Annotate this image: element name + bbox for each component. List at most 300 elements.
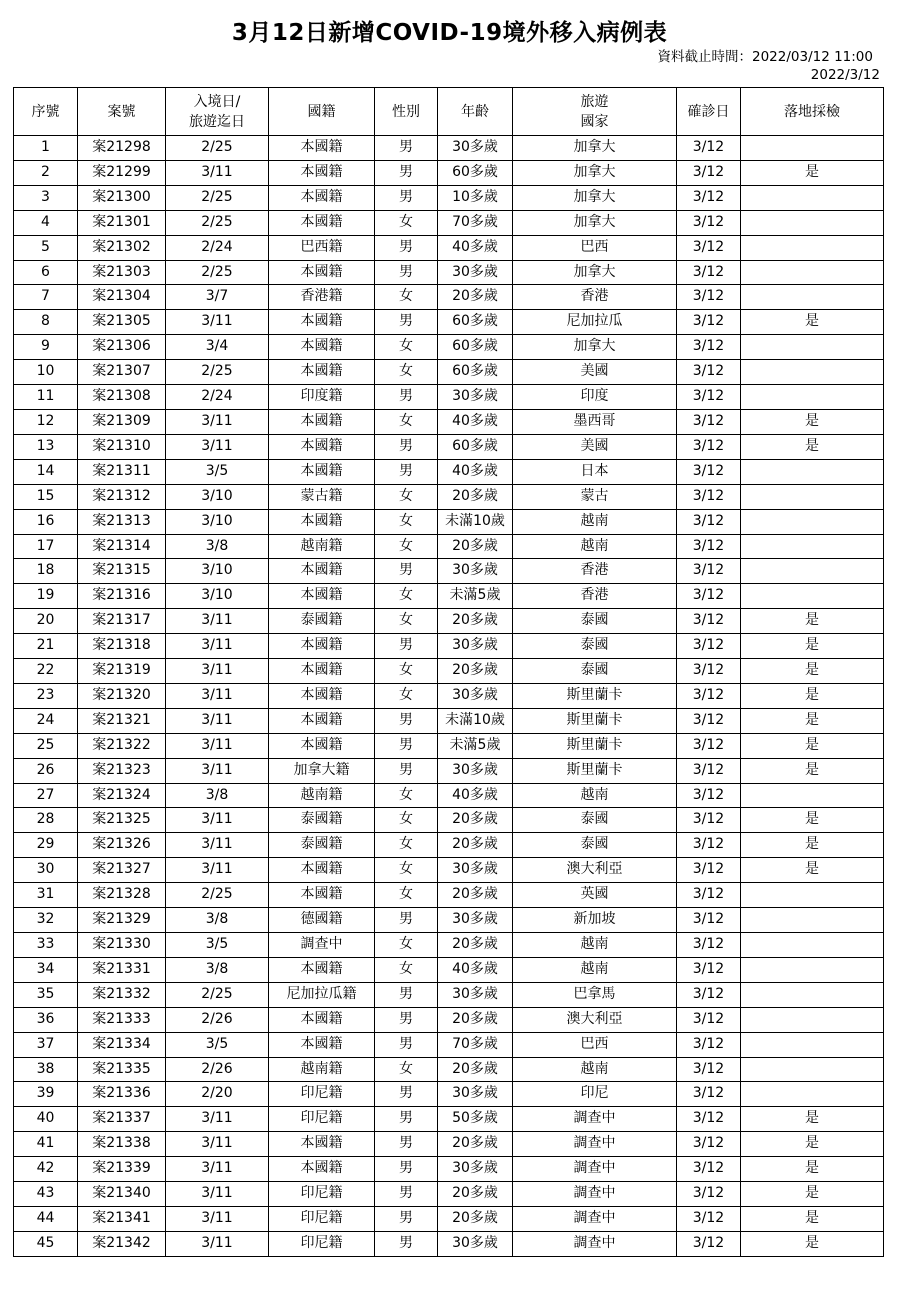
cell-travel: 調查中 [513, 1132, 677, 1157]
cell-entry: 3/10 [166, 584, 269, 609]
cell-sex: 男 [375, 160, 438, 185]
cell-sex: 男 [375, 1082, 438, 1107]
cell-age: 70多歲 [438, 1032, 513, 1057]
cell-entry: 3/10 [166, 484, 269, 509]
cell-travel: 香港 [513, 559, 677, 584]
cell-airport_test: 是 [741, 758, 884, 783]
cell-sex: 男 [375, 758, 438, 783]
cell-no: 14 [14, 459, 78, 484]
cell-travel: 巴西 [513, 235, 677, 260]
cell-airport_test [741, 559, 884, 584]
cell-confirm: 3/12 [677, 1157, 741, 1182]
table-row [14, 459, 884, 484]
cell-travel: 加拿大 [513, 160, 677, 185]
cell-confirm: 3/12 [677, 957, 741, 982]
column-header-line: 確診日 [687, 103, 730, 120]
cell-sex: 男 [375, 1231, 438, 1256]
cell-confirm: 3/12 [677, 434, 741, 459]
cell-age: 30多歲 [438, 136, 513, 161]
cell-sex: 男 [375, 185, 438, 210]
cell-airport_test: 是 [741, 1182, 884, 1207]
table-row [14, 982, 884, 1007]
cell-entry: 3/11 [166, 733, 269, 758]
cell-sex: 女 [375, 534, 438, 559]
cell-age: 30多歲 [438, 1231, 513, 1256]
cell-travel: 巴西 [513, 1032, 677, 1057]
cell-age: 30多歲 [438, 982, 513, 1007]
cell-airport_test [741, 335, 884, 360]
table-row [14, 808, 884, 833]
column-header-line: 入境日/ [193, 93, 241, 110]
cell-no: 17 [14, 534, 78, 559]
cell-travel: 泰國 [513, 609, 677, 634]
cell-age: 20多歲 [438, 933, 513, 958]
cell-confirm: 3/12 [677, 1231, 741, 1256]
cell-nationality: 本國籍 [269, 708, 375, 733]
cell-confirm: 3/12 [677, 808, 741, 833]
cell-age: 40多歲 [438, 409, 513, 434]
table-row [14, 1032, 884, 1057]
table-row [14, 1057, 884, 1082]
cell-no: 10 [14, 360, 78, 385]
cell-sex: 男 [375, 385, 438, 410]
cell-entry: 3/11 [166, 310, 269, 335]
cell-age: 60多歲 [438, 335, 513, 360]
cell-case: 案21317 [78, 609, 166, 634]
cell-travel: 越南 [513, 1057, 677, 1082]
cell-age: 60多歲 [438, 310, 513, 335]
cell-entry: 3/8 [166, 783, 269, 808]
cell-age: 30多歲 [438, 559, 513, 584]
cell-confirm: 3/12 [677, 160, 741, 185]
cell-confirm: 3/12 [677, 310, 741, 335]
cell-confirm: 3/12 [677, 758, 741, 783]
cell-age: 60多歲 [438, 434, 513, 459]
cell-age: 30多歲 [438, 1157, 513, 1182]
table-row [14, 733, 884, 758]
cell-travel: 調查中 [513, 1206, 677, 1231]
cell-case: 案21319 [78, 659, 166, 684]
cell-nationality: 本國籍 [269, 1157, 375, 1182]
table-row [14, 858, 884, 883]
cell-travel: 越南 [513, 933, 677, 958]
cell-airport_test: 是 [741, 1132, 884, 1157]
cell-entry: 3/11 [166, 708, 269, 733]
cell-sex: 男 [375, 559, 438, 584]
cell-travel: 泰國 [513, 634, 677, 659]
cell-airport_test [741, 210, 884, 235]
cell-no: 1 [14, 136, 78, 161]
cell-travel: 泰國 [513, 833, 677, 858]
cell-airport_test: 是 [741, 659, 884, 684]
cell-sex: 女 [375, 285, 438, 310]
cell-no: 25 [14, 733, 78, 758]
cell-no: 13 [14, 434, 78, 459]
cell-no: 31 [14, 883, 78, 908]
cell-travel: 泰國 [513, 659, 677, 684]
cell-travel: 斯里蘭卡 [513, 758, 677, 783]
cell-travel: 調查中 [513, 1182, 677, 1207]
cell-case: 案21337 [78, 1107, 166, 1132]
cell-nationality: 越南籍 [269, 534, 375, 559]
cell-airport_test: 是 [741, 609, 884, 634]
cell-travel: 日本 [513, 459, 677, 484]
cell-confirm: 3/12 [677, 733, 741, 758]
cell-travel: 越南 [513, 534, 677, 559]
cell-no: 9 [14, 335, 78, 360]
cell-case: 案21328 [78, 883, 166, 908]
cell-nationality: 本國籍 [269, 459, 375, 484]
cell-nationality: 泰國籍 [269, 609, 375, 634]
cell-travel: 巴拿馬 [513, 982, 677, 1007]
table-row [14, 335, 884, 360]
cell-nationality: 本國籍 [269, 634, 375, 659]
column-header-line: 序號 [31, 103, 60, 120]
cell-travel: 斯里蘭卡 [513, 708, 677, 733]
cell-confirm: 3/12 [677, 833, 741, 858]
cell-case: 案21323 [78, 758, 166, 783]
cell-case: 案21324 [78, 783, 166, 808]
cell-case: 案21326 [78, 833, 166, 858]
cell-sex: 女 [375, 883, 438, 908]
cell-age: 30多歲 [438, 385, 513, 410]
cell-age: 40多歲 [438, 957, 513, 982]
cell-travel: 墨西哥 [513, 409, 677, 434]
cell-nationality: 泰國籍 [269, 833, 375, 858]
cell-age: 20多歲 [438, 534, 513, 559]
table-row [14, 185, 884, 210]
cell-airport_test: 是 [741, 1157, 884, 1182]
cell-travel: 加拿大 [513, 260, 677, 285]
cell-entry: 2/24 [166, 235, 269, 260]
cell-no: 4 [14, 210, 78, 235]
cell-no: 28 [14, 808, 78, 833]
cell-sex: 女 [375, 783, 438, 808]
cell-sex: 男 [375, 634, 438, 659]
cell-travel: 越南 [513, 957, 677, 982]
cell-no: 30 [14, 858, 78, 883]
cell-no: 27 [14, 783, 78, 808]
cell-entry: 2/25 [166, 210, 269, 235]
table-body [14, 136, 884, 1257]
cell-entry: 3/11 [166, 1107, 269, 1132]
cell-confirm: 3/12 [677, 509, 741, 534]
cell-nationality: 尼加拉瓜籍 [269, 982, 375, 1007]
cell-case: 案21336 [78, 1082, 166, 1107]
table-row [14, 908, 884, 933]
cell-entry: 3/11 [166, 634, 269, 659]
cell-age: 20多歲 [438, 659, 513, 684]
table-row [14, 609, 884, 634]
table-row [14, 783, 884, 808]
table-row [14, 285, 884, 310]
table-row [14, 1082, 884, 1107]
cell-confirm: 3/12 [677, 335, 741, 360]
column-header-line: 國籍 [307, 103, 336, 120]
cell-age: 20多歲 [438, 883, 513, 908]
cell-nationality: 巴西籍 [269, 235, 375, 260]
cell-case: 案21306 [78, 335, 166, 360]
cell-entry: 3/11 [166, 833, 269, 858]
cell-sex: 男 [375, 1206, 438, 1231]
cell-age: 70多歲 [438, 210, 513, 235]
cell-travel: 香港 [513, 285, 677, 310]
table-row [14, 1231, 884, 1256]
cell-airport_test: 是 [741, 683, 884, 708]
cell-confirm: 3/12 [677, 1132, 741, 1157]
cell-sex: 男 [375, 235, 438, 260]
cell-nationality: 本國籍 [269, 185, 375, 210]
cell-travel: 泰國 [513, 808, 677, 833]
cell-nationality: 本國籍 [269, 683, 375, 708]
cell-age: 30多歲 [438, 758, 513, 783]
cell-airport_test [741, 1082, 884, 1107]
table-row [14, 584, 884, 609]
cell-nationality: 本國籍 [269, 1132, 375, 1157]
table-row [14, 758, 884, 783]
cell-case: 案21325 [78, 808, 166, 833]
cell-confirm: 3/12 [677, 360, 741, 385]
cell-case: 案21329 [78, 908, 166, 933]
cell-age: 20多歲 [438, 1182, 513, 1207]
cell-travel: 越南 [513, 509, 677, 534]
cell-nationality: 本國籍 [269, 360, 375, 385]
cell-nationality: 印度籍 [269, 385, 375, 410]
column-header-line: 性別 [392, 103, 420, 120]
cell-nationality: 本國籍 [269, 659, 375, 684]
cell-no: 12 [14, 409, 78, 434]
cell-travel: 調查中 [513, 1157, 677, 1182]
table-row [14, 883, 884, 908]
cell-travel: 美國 [513, 360, 677, 385]
cell-travel: 越南 [513, 783, 677, 808]
cell-confirm: 3/12 [677, 1007, 741, 1032]
cell-nationality: 本國籍 [269, 957, 375, 982]
table-row [14, 509, 884, 534]
cell-sex: 男 [375, 1007, 438, 1032]
cell-airport_test: 是 [741, 858, 884, 883]
cell-no: 32 [14, 908, 78, 933]
cell-case: 案21310 [78, 434, 166, 459]
cell-sex: 女 [375, 683, 438, 708]
cell-case: 案21308 [78, 385, 166, 410]
cell-airport_test [741, 360, 884, 385]
cell-entry: 3/5 [166, 459, 269, 484]
cell-sex: 女 [375, 409, 438, 434]
cell-nationality: 蒙古籍 [269, 484, 375, 509]
cell-confirm: 3/12 [677, 235, 741, 260]
cell-case: 案21318 [78, 634, 166, 659]
cell-sex: 男 [375, 1182, 438, 1207]
cell-case: 案21303 [78, 260, 166, 285]
cell-confirm: 3/12 [677, 1206, 741, 1231]
cell-case: 案21342 [78, 1231, 166, 1256]
cell-entry: 3/11 [166, 609, 269, 634]
cell-travel: 澳大利亞 [513, 1007, 677, 1032]
cell-confirm: 3/12 [677, 385, 741, 410]
cell-entry: 3/11 [166, 808, 269, 833]
cell-airport_test [741, 908, 884, 933]
cell-travel: 英國 [513, 883, 677, 908]
cell-airport_test: 是 [741, 708, 884, 733]
cell-no: 35 [14, 982, 78, 1007]
table-row [14, 1107, 884, 1132]
table-row [14, 385, 884, 410]
table-row [14, 634, 884, 659]
cell-travel: 斯里蘭卡 [513, 683, 677, 708]
cell-no: 26 [14, 758, 78, 783]
cell-airport_test: 是 [741, 160, 884, 185]
cell-age: 40多歲 [438, 459, 513, 484]
cell-airport_test: 是 [741, 1107, 884, 1132]
cell-age: 10多歲 [438, 185, 513, 210]
cell-age: 60多歲 [438, 160, 513, 185]
cell-no: 8 [14, 310, 78, 335]
cell-entry: 3/11 [166, 858, 269, 883]
cell-travel: 印尼 [513, 1082, 677, 1107]
cell-age: 20多歲 [438, 1206, 513, 1231]
cell-airport_test: 是 [741, 1206, 884, 1231]
cell-age: 20多歲 [438, 808, 513, 833]
table-row [14, 833, 884, 858]
cell-airport_test: 是 [741, 1231, 884, 1256]
cell-travel: 加拿大 [513, 136, 677, 161]
table-row [14, 434, 884, 459]
cell-no: 6 [14, 260, 78, 285]
cell-airport_test [741, 933, 884, 958]
cell-nationality: 本國籍 [269, 310, 375, 335]
cell-entry: 2/24 [166, 385, 269, 410]
cell-nationality: 香港籍 [269, 285, 375, 310]
cell-case: 案21340 [78, 1182, 166, 1207]
cell-nationality: 越南籍 [269, 783, 375, 808]
cell-no: 42 [14, 1157, 78, 1182]
cell-confirm: 3/12 [677, 982, 741, 1007]
cell-airport_test [741, 235, 884, 260]
cell-entry: 3/10 [166, 509, 269, 534]
cell-entry: 2/26 [166, 1057, 269, 1082]
cell-no: 18 [14, 559, 78, 584]
cell-entry: 2/25 [166, 185, 269, 210]
table-row [14, 1157, 884, 1182]
cell-entry: 2/20 [166, 1082, 269, 1107]
cell-confirm: 3/12 [677, 783, 741, 808]
column-header-line: 案號 [107, 103, 136, 120]
cell-sex: 男 [375, 434, 438, 459]
table-row [14, 1206, 884, 1231]
cell-travel: 尼加拉瓜 [513, 310, 677, 335]
cell-case: 案21315 [78, 559, 166, 584]
cell-sex: 男 [375, 982, 438, 1007]
table-row [14, 957, 884, 982]
cell-sex: 男 [375, 1157, 438, 1182]
cell-sex: 男 [375, 1132, 438, 1157]
cell-confirm: 3/12 [677, 634, 741, 659]
cell-entry: 2/25 [166, 982, 269, 1007]
cell-no: 16 [14, 509, 78, 534]
cell-airport_test [741, 883, 884, 908]
cell-travel: 澳大利亞 [513, 858, 677, 883]
cell-airport_test [741, 1007, 884, 1032]
cell-age: 未滿10歲 [438, 509, 513, 534]
column-header-nationality [269, 88, 375, 136]
cell-entry: 3/7 [166, 285, 269, 310]
cell-airport_test: 是 [741, 634, 884, 659]
cell-nationality: 本國籍 [269, 559, 375, 584]
cell-sex: 男 [375, 908, 438, 933]
cell-nationality: 印尼籍 [269, 1231, 375, 1256]
column-header-line: 國家 [580, 113, 609, 130]
cell-age: 未滿5歲 [438, 584, 513, 609]
cell-nationality: 本國籍 [269, 136, 375, 161]
cell-travel: 印度 [513, 385, 677, 410]
cell-confirm: 3/12 [677, 1082, 741, 1107]
cell-no: 7 [14, 285, 78, 310]
cell-age: 未滿10歲 [438, 708, 513, 733]
table-row [14, 683, 884, 708]
cell-case: 案21304 [78, 285, 166, 310]
cell-no: 40 [14, 1107, 78, 1132]
cell-sex: 女 [375, 808, 438, 833]
cell-entry: 3/11 [166, 758, 269, 783]
column-header-line: 旅遊迄日 [189, 113, 245, 130]
cell-case: 案21341 [78, 1206, 166, 1231]
cell-case: 案21298 [78, 136, 166, 161]
cell-airport_test: 是 [741, 434, 884, 459]
cell-case: 案21320 [78, 683, 166, 708]
cell-entry: 3/8 [166, 534, 269, 559]
column-header-confirm [677, 88, 741, 136]
cell-sex: 女 [375, 957, 438, 982]
cell-no: 33 [14, 933, 78, 958]
cell-entry: 3/5 [166, 1032, 269, 1057]
cell-confirm: 3/12 [677, 559, 741, 584]
cell-sex: 女 [375, 484, 438, 509]
cell-nationality: 本國籍 [269, 160, 375, 185]
cell-no: 23 [14, 683, 78, 708]
cell-no: 45 [14, 1231, 78, 1256]
cell-entry: 3/11 [166, 160, 269, 185]
cell-case: 案21305 [78, 310, 166, 335]
cell-case: 案21322 [78, 733, 166, 758]
table-row [14, 409, 884, 434]
cell-confirm: 3/12 [677, 659, 741, 684]
cell-confirm: 3/12 [677, 285, 741, 310]
cell-airport_test: 是 [741, 833, 884, 858]
cell-airport_test [741, 1032, 884, 1057]
table-row [14, 1007, 884, 1032]
cell-airport_test [741, 982, 884, 1007]
cell-confirm: 3/12 [677, 409, 741, 434]
cell-travel: 蒙古 [513, 484, 677, 509]
cell-nationality: 本國籍 [269, 509, 375, 534]
table-row [14, 360, 884, 385]
cell-nationality: 本國籍 [269, 1007, 375, 1032]
cell-travel: 美國 [513, 434, 677, 459]
cell-entry: 3/11 [166, 1182, 269, 1207]
cell-no: 34 [14, 957, 78, 982]
cell-sex: 男 [375, 1107, 438, 1132]
table-row [14, 136, 884, 161]
cell-entry: 3/8 [166, 908, 269, 933]
cell-confirm: 3/12 [677, 609, 741, 634]
cell-airport_test: 是 [741, 733, 884, 758]
cell-case: 案21316 [78, 584, 166, 609]
cell-confirm: 3/12 [677, 136, 741, 161]
column-header-travel [513, 88, 677, 136]
cell-sex: 女 [375, 210, 438, 235]
cell-case: 案21309 [78, 409, 166, 434]
